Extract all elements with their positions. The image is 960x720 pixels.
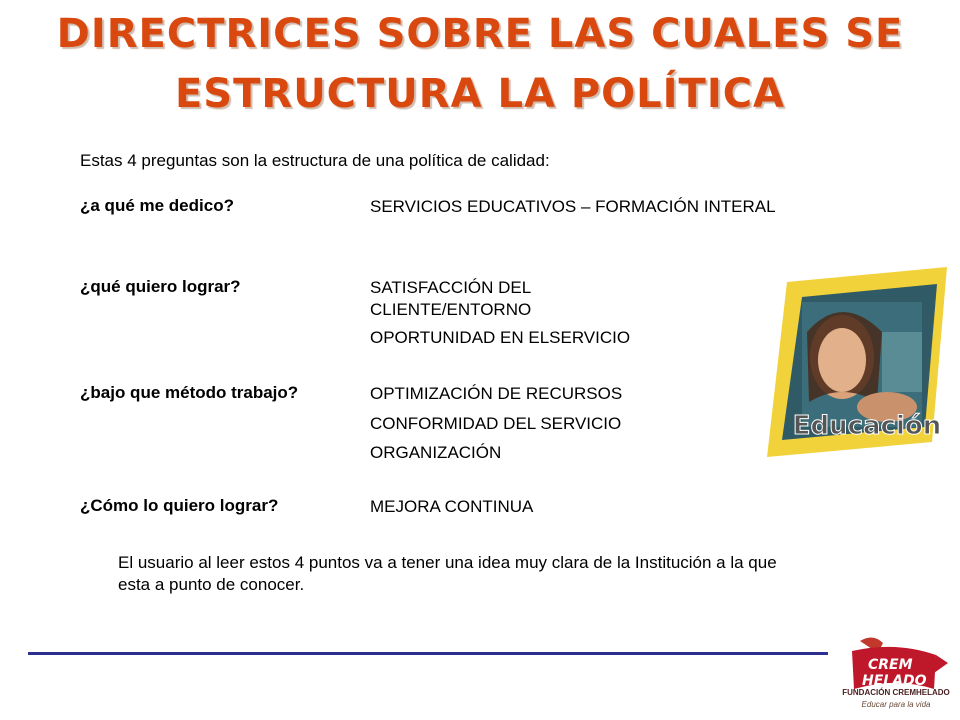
education-caption: Educación — [792, 411, 942, 441]
divider-line — [28, 652, 828, 655]
answer-2-2: OPORTUNIDAD EN ELSERVICIO — [370, 328, 631, 347]
title-line-1: DIRECTRICES SOBRE LAS CUALES SE — [56, 11, 904, 57]
education-image — [757, 262, 957, 462]
answer-2-1: SATISFACCIÓN DEL CLIENTE/ENTORNO — [370, 278, 532, 319]
answer-3-3: ORGANIZACIÓN — [370, 443, 502, 462]
question-3: ¿bajo que método trabajo? — [80, 383, 299, 402]
question-4: ¿Cómo lo quiero lograr? — [80, 496, 279, 515]
slide-title — [0, 4, 960, 124]
answer-1-1: SERVICIOS EDUCATIVOS – FORMACIÓN INTERAL — [370, 197, 776, 216]
question-1: ¿a qué me dedico? — [80, 196, 234, 215]
answer-4-1: MEJORA CONTINUA — [370, 497, 534, 516]
logo-tagline: Educar para la vida — [861, 700, 931, 709]
closing-note: El usuario al leer estos 4 puntos va a tener una idea muy clara de la Institución a la que esta a punto de conocer. — [118, 553, 777, 594]
answer-3-2: CONFORMIDAD DEL SERVICIO — [370, 414, 622, 433]
logo-brand-1: CREM — [868, 657, 913, 673]
intro-text: Estas 4 preguntas son la estructura de una política de calidad: — [80, 151, 550, 170]
title-line-2: ESTRUCTURA LA POLÍTICA — [174, 71, 786, 117]
answer-3-1: OPTIMIZACIÓN DE RECURSOS — [370, 384, 623, 403]
question-2: ¿qué quiero lograr? — [80, 277, 241, 296]
logo-org-name: FUNDACIÓN CREMHELADO — [842, 688, 950, 697]
logo-brand-2: HELADO — [862, 673, 927, 689]
